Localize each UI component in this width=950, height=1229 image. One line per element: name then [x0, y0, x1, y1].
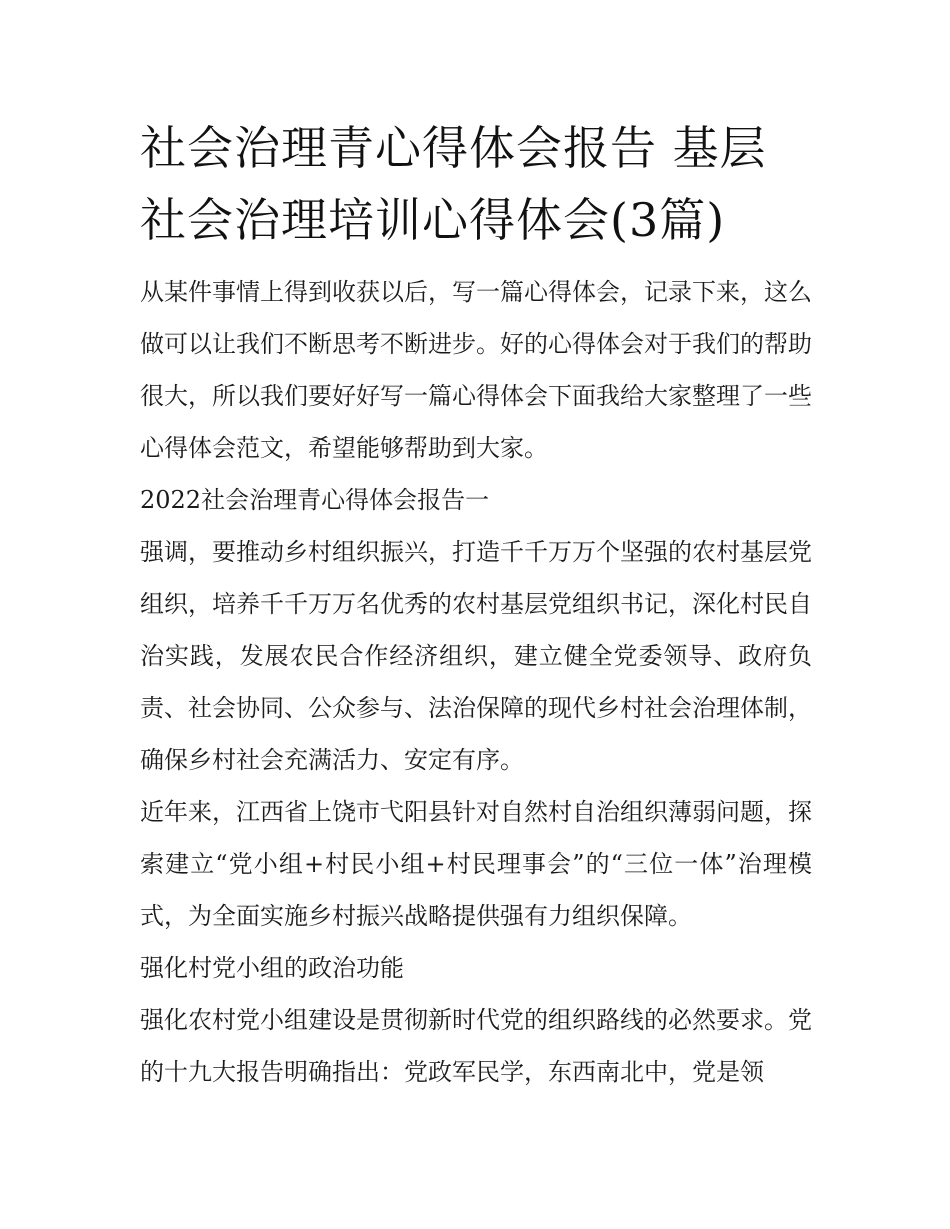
body-paragraph-2: 近年来，江西省上饶市弋阳县针对自然村自治组织薄弱问题，探索建立“党小组+村民小组+村民理事会”的“三位一体”治理模式，为全面实施乡村振兴战略提供强有力组织保障。: [140, 798, 812, 930]
section-heading: 2022社会治理青心得体会报告一: [140, 486, 490, 514]
document-body: [140, 112, 812, 1098]
body-paragraph-3: 强化农村党小组建设是贯彻新时代党的组织路线的必然要求。党的十九大报告明确指出：党政军民学，东西南北中，党是领: [140, 1006, 812, 1086]
document-title: 社会治理青心得体会报告 基层社会治理培训心得体会(3篇): [140, 121, 767, 247]
body-paragraph-1: 强调，要推动乡村组织振兴，打造千千万万个坚强的农村基层党组织，培养千千万万名优秀的农村基层党组织书记，深化村民自治实践，发展农民合作经济组织，建立健全党委领导、政府负责、社会协同、公众参与、法治保障的现代乡村社会治理体制，确保乡村社会充满活力、安定有序。: [140, 538, 812, 774]
subheading: 强化村党小组的政治功能: [140, 954, 404, 982]
intro-paragraph: 从某件事情上得到收获以后，写一篇心得体会，记录下来，这么做可以让我们不断思考不断进步。好的心得体会对于我们的帮助很大，所以我们要好好写一篇心得体会下面我给大家整理了一些心得体会范文，希望能够帮助到大家。: [140, 278, 812, 462]
